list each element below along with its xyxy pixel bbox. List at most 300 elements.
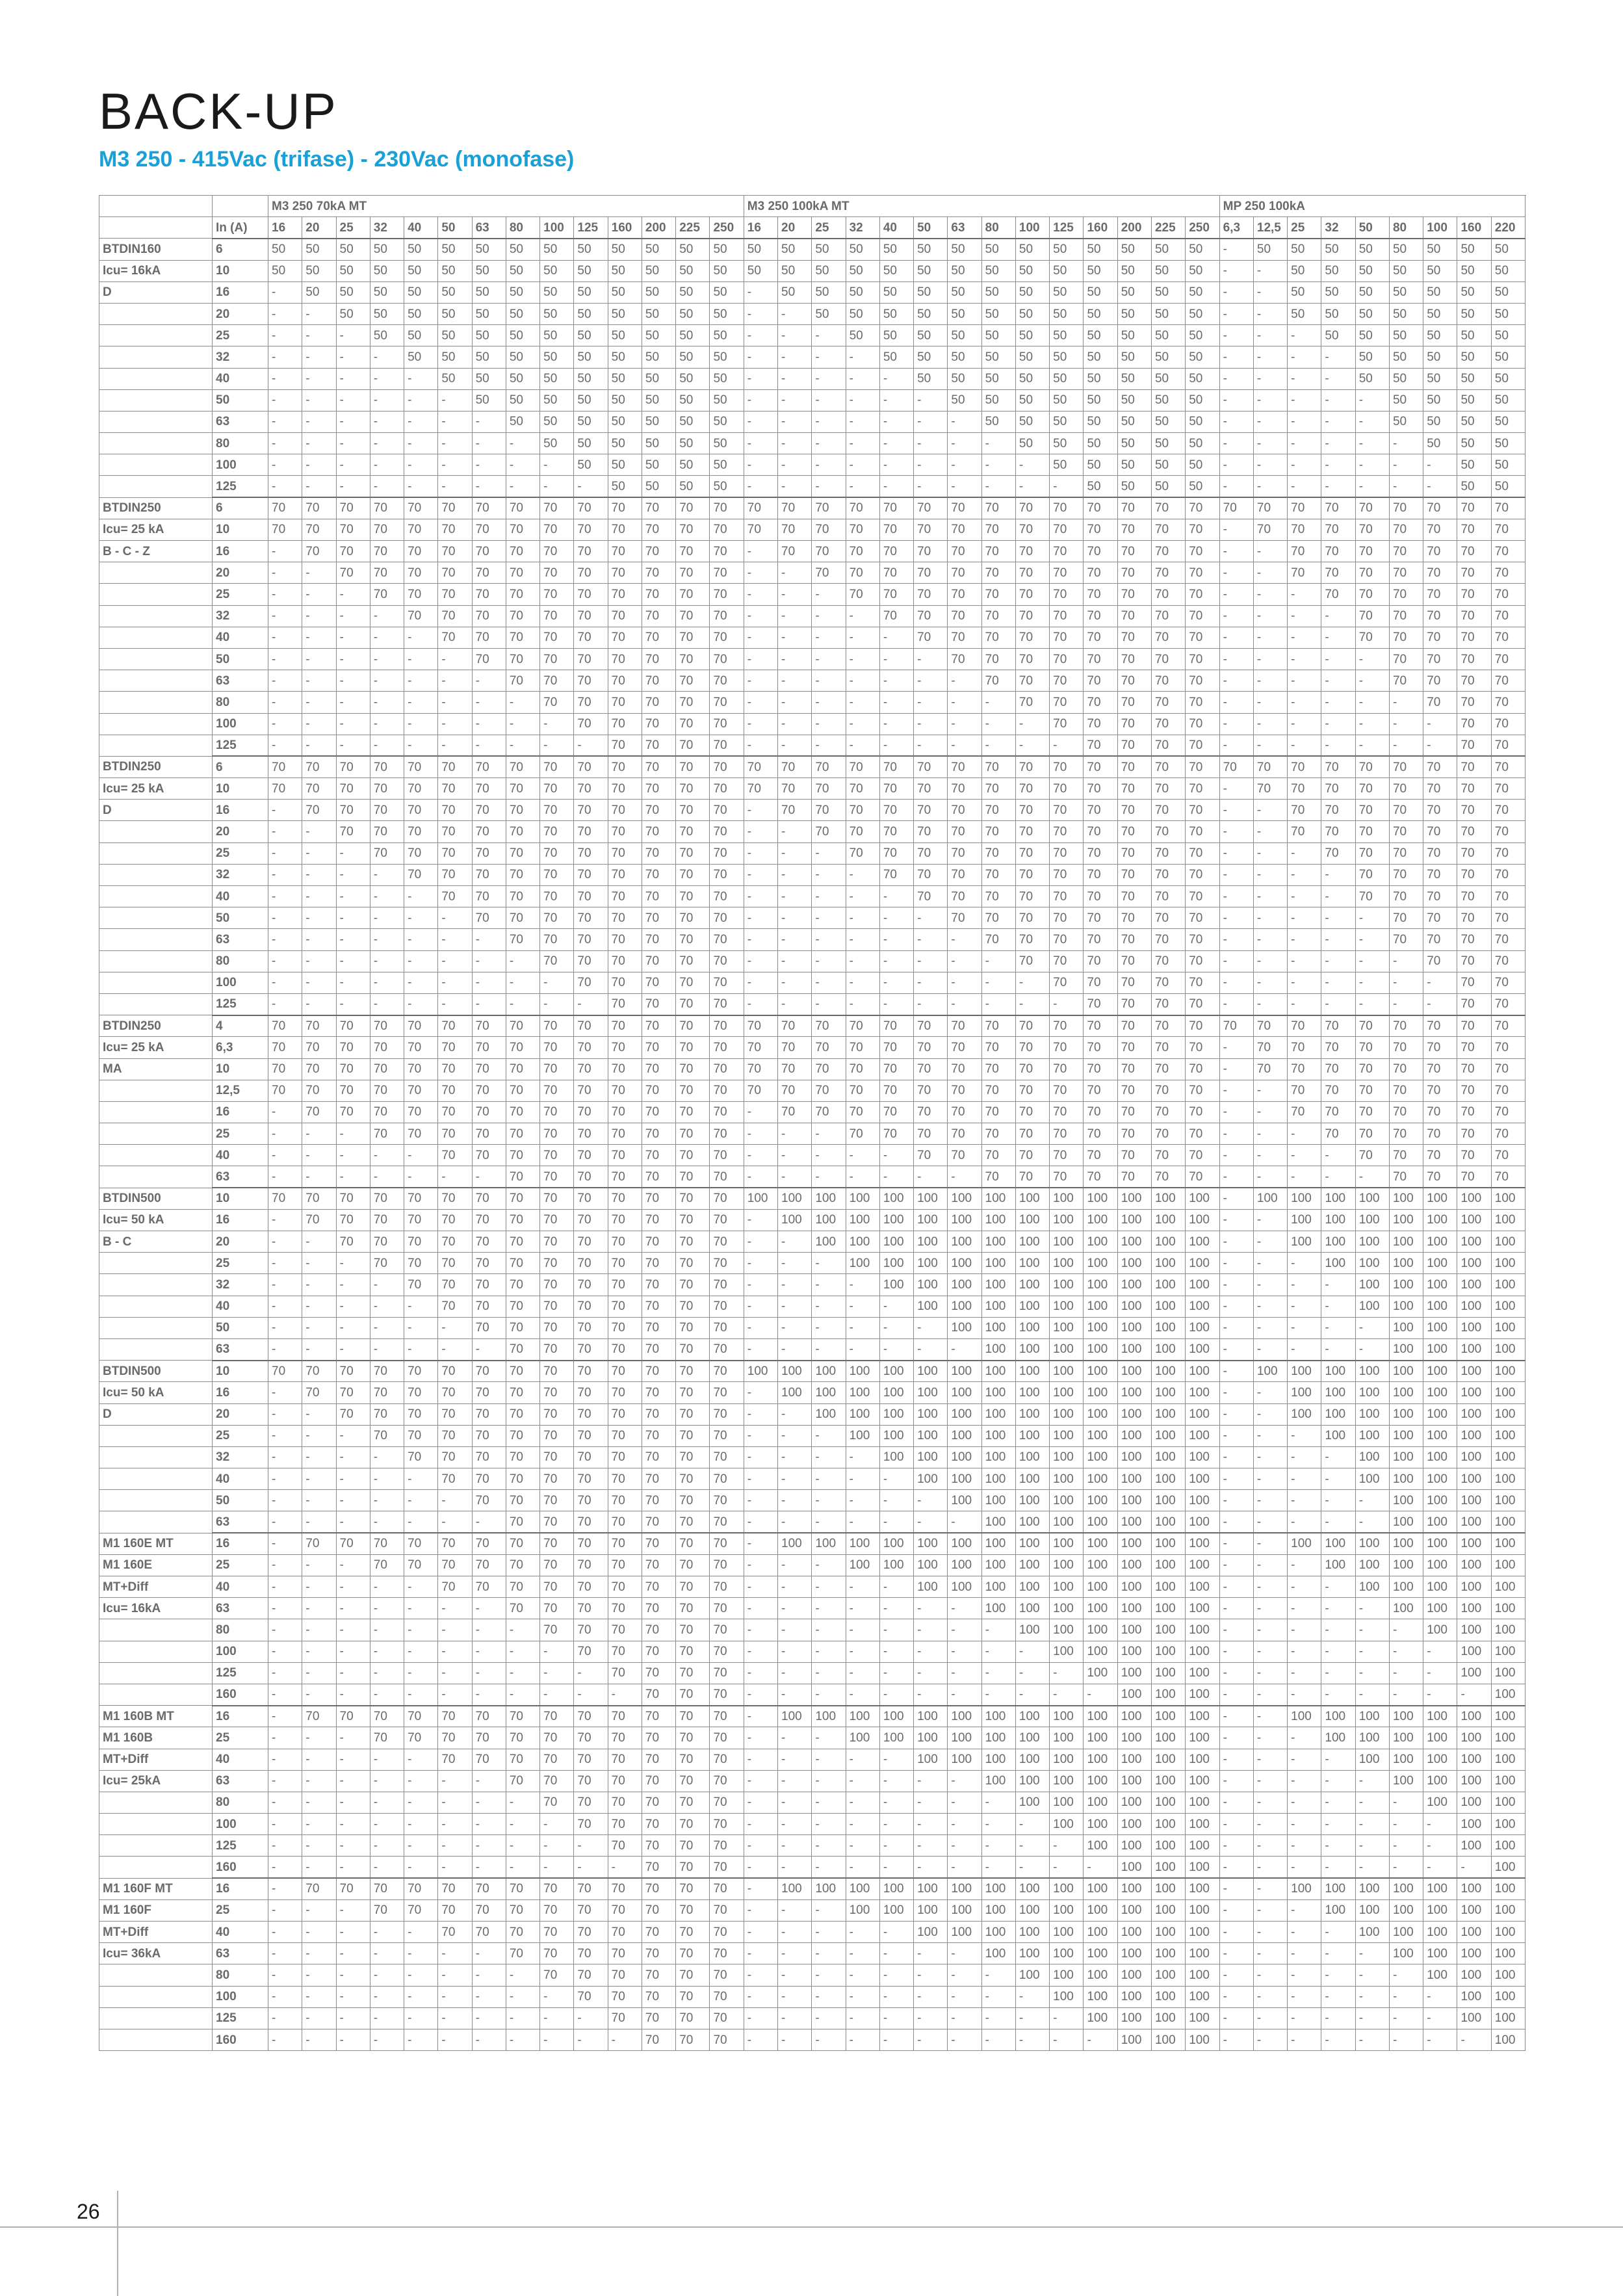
- value-cell: 50: [642, 303, 675, 324]
- value-cell: 70: [1050, 821, 1084, 842]
- value-cell: 70: [574, 1080, 608, 1101]
- value-cell: 50: [676, 239, 710, 260]
- value-cell: 100: [1491, 1188, 1525, 1209]
- value-cell: 70: [472, 1101, 506, 1123]
- value-cell: 70: [981, 670, 1015, 692]
- table-row: [99, 239, 1526, 260]
- value-cell: -: [1321, 476, 1355, 497]
- value-cell: -: [1288, 1166, 1321, 1188]
- value-cell: -: [370, 605, 404, 627]
- value-cell: -: [1321, 1922, 1355, 1943]
- value-cell: -: [846, 627, 879, 648]
- value-cell: -: [404, 433, 438, 454]
- value-cell: 70: [1423, 886, 1457, 907]
- value-cell: 70: [1117, 692, 1151, 713]
- value-cell: 100: [1050, 1382, 1084, 1403]
- value-cell: 70: [472, 627, 506, 648]
- value-cell: -: [879, 2007, 913, 2029]
- value-cell: 70: [846, 519, 879, 540]
- value-cell: 70: [710, 1296, 744, 1317]
- value-cell: -: [302, 950, 336, 972]
- table-row: [99, 1274, 1526, 1296]
- value-cell: 100: [1050, 1727, 1084, 1749]
- value-cell: -: [948, 1835, 981, 1857]
- value-cell: 70: [1084, 584, 1117, 605]
- value-cell: -: [778, 929, 812, 950]
- value-cell: 70: [846, 584, 879, 605]
- value-cell: 50: [1084, 325, 1117, 346]
- value-cell: -: [540, 713, 574, 735]
- section-label: BTDIN250: [99, 756, 213, 777]
- value-cell: -: [370, 1749, 404, 1770]
- value-cell: 70: [506, 584, 539, 605]
- value-cell: 70: [404, 1361, 438, 1382]
- section-label: [99, 950, 213, 972]
- value-cell: -: [1288, 713, 1321, 735]
- rated-current-cell: 125: [213, 993, 268, 1015]
- value-cell: 70: [710, 1037, 744, 1058]
- value-cell: -: [879, 627, 913, 648]
- value-cell: -: [1253, 1123, 1287, 1145]
- value-cell: 50: [948, 368, 981, 389]
- value-cell: 50: [778, 239, 812, 260]
- value-cell: -: [812, 842, 846, 864]
- column-header: 80: [981, 217, 1015, 239]
- value-cell: 70: [574, 1101, 608, 1123]
- rated-current-cell: 63: [213, 411, 268, 432]
- value-cell: 70: [336, 821, 370, 842]
- value-cell: 100: [914, 1899, 948, 1921]
- value-cell: -: [1423, 2029, 1457, 2050]
- column-header: 32: [1321, 217, 1355, 239]
- value-cell: -: [268, 1619, 302, 1641]
- section-label: M1 160E MT: [99, 1533, 213, 1554]
- value-cell: -: [879, 368, 913, 389]
- value-cell: -: [812, 454, 846, 476]
- value-cell: -: [1219, 562, 1253, 584]
- value-cell: -: [336, 1684, 370, 1705]
- value-cell: 100: [1084, 1425, 1117, 1446]
- value-cell: 50: [676, 433, 710, 454]
- value-cell: 70: [336, 541, 370, 562]
- value-cell: 100: [1151, 1490, 1185, 1511]
- value-cell: -: [1355, 1619, 1389, 1641]
- value-cell: -: [370, 2007, 404, 2029]
- value-cell: -: [336, 713, 370, 735]
- value-cell: 50: [1186, 281, 1219, 303]
- value-cell: 70: [472, 1317, 506, 1338]
- value-cell: -: [336, 346, 370, 368]
- value-cell: 70: [914, 1080, 948, 1101]
- value-cell: -: [948, 2029, 981, 2050]
- value-cell: -: [1219, 1361, 1253, 1382]
- section-label: M1 160B: [99, 1727, 213, 1749]
- value-cell: 70: [1050, 497, 1084, 519]
- value-cell: 70: [608, 713, 642, 735]
- value-cell: -: [1288, 1511, 1321, 1533]
- value-cell: 100: [1186, 1641, 1219, 1662]
- value-cell: 70: [506, 1598, 539, 1619]
- value-cell: 70: [642, 1857, 675, 1878]
- value-cell: -: [1288, 1964, 1321, 1986]
- value-cell: 50: [1457, 303, 1491, 324]
- value-cell: -: [336, 389, 370, 411]
- value-cell: -: [1321, 929, 1355, 950]
- value-cell: 50: [404, 303, 438, 324]
- value-cell: -: [574, 2007, 608, 2029]
- value-cell: 50: [404, 281, 438, 303]
- value-cell: -: [846, 1145, 879, 1166]
- value-cell: 70: [1457, 670, 1491, 692]
- value-cell: 70: [879, 541, 913, 562]
- value-cell: 70: [608, 519, 642, 540]
- value-cell: 50: [1457, 389, 1491, 411]
- value-cell: -: [438, 670, 472, 692]
- value-cell: 50: [1355, 260, 1389, 281]
- value-cell: 100: [1389, 1296, 1423, 1317]
- value-cell: -: [1355, 1338, 1389, 1360]
- value-cell: 70: [1321, 541, 1355, 562]
- value-cell: -: [981, 993, 1015, 1015]
- value-cell: 100: [1015, 1943, 1049, 1964]
- value-cell: -: [879, 1317, 913, 1338]
- value-cell: -: [404, 1166, 438, 1188]
- value-cell: 70: [981, 821, 1015, 842]
- value-cell: 70: [472, 1706, 506, 1727]
- value-cell: 70: [1491, 929, 1525, 950]
- table-row: [99, 1425, 1526, 1446]
- value-cell: -: [336, 368, 370, 389]
- value-cell: 70: [370, 1080, 404, 1101]
- value-cell: -: [438, 1835, 472, 1857]
- value-cell: 100: [981, 1425, 1015, 1446]
- value-cell: -: [1253, 1878, 1287, 1899]
- value-cell: 70: [1050, 605, 1084, 627]
- value-cell: -: [268, 1598, 302, 1619]
- value-cell: 100: [1491, 1598, 1525, 1619]
- value-cell: 70: [506, 1058, 539, 1080]
- value-cell: 50: [438, 260, 472, 281]
- value-cell: -: [1253, 541, 1287, 562]
- value-cell: -: [778, 1166, 812, 1188]
- section-label: [99, 1662, 213, 1684]
- value-cell: 70: [710, 907, 744, 929]
- value-cell: 70: [1423, 864, 1457, 885]
- value-cell: -: [778, 1123, 812, 1145]
- value-cell: 100: [1117, 1598, 1151, 1619]
- value-cell: 50: [879, 281, 913, 303]
- value-cell: 70: [608, 1706, 642, 1727]
- value-cell: 70: [1423, 1145, 1457, 1166]
- page-subtitle: M3 250 - 415Vac (trifase) - 230Vac (monofase): [99, 147, 575, 172]
- value-cell: 70: [812, 800, 846, 821]
- value-cell: 70: [574, 778, 608, 800]
- value-cell: 50: [812, 303, 846, 324]
- value-cell: 70: [676, 605, 710, 627]
- value-cell: 70: [438, 1037, 472, 1058]
- value-cell: 100: [1151, 1986, 1185, 2007]
- value-cell: 50: [608, 239, 642, 260]
- section-label: BTDIN160: [99, 239, 213, 260]
- value-cell: -: [1219, 1274, 1253, 1296]
- value-cell: 70: [1423, 842, 1457, 864]
- value-cell: 70: [914, 800, 948, 821]
- value-cell: 70: [404, 1727, 438, 1749]
- value-cell: 70: [710, 1231, 744, 1253]
- value-cell: -: [438, 1166, 472, 1188]
- value-cell: -: [268, 368, 302, 389]
- value-cell: 70: [302, 541, 336, 562]
- value-cell: 70: [1389, 1037, 1423, 1058]
- value-cell: 70: [642, 2007, 675, 2029]
- rated-current-cell: 63: [213, 1598, 268, 1619]
- value-cell: -: [1219, 993, 1253, 1015]
- value-cell: 70: [914, 1101, 948, 1123]
- value-cell: 70: [608, 929, 642, 950]
- table-row: [99, 1662, 1526, 1684]
- value-cell: -: [1321, 713, 1355, 735]
- value-cell: 70: [506, 756, 539, 777]
- value-cell: -: [472, 2029, 506, 2050]
- value-cell: 70: [676, 2029, 710, 2050]
- value-cell: 70: [1117, 1037, 1151, 1058]
- value-cell: 100: [981, 1899, 1015, 1921]
- value-cell: -: [846, 1770, 879, 1792]
- value-cell: 100: [1355, 1727, 1389, 1749]
- value-cell: 70: [914, 756, 948, 777]
- value-cell: 70: [1151, 670, 1185, 692]
- value-cell: -: [472, 1662, 506, 1684]
- value-cell: -: [1288, 325, 1321, 346]
- value-cell: -: [948, 1964, 981, 1986]
- value-cell: -: [778, 433, 812, 454]
- value-cell: 100: [1491, 1361, 1525, 1382]
- value-cell: 100: [914, 1468, 948, 1490]
- value-cell: -: [506, 1964, 539, 1986]
- value-cell: -: [846, 1857, 879, 1878]
- value-cell: 100: [1151, 1641, 1185, 1662]
- value-cell: 70: [438, 541, 472, 562]
- value-cell: 70: [302, 1101, 336, 1123]
- value-cell: 70: [812, 821, 846, 842]
- value-cell: 50: [268, 260, 302, 281]
- value-cell: 70: [1288, 756, 1321, 777]
- value-cell: 70: [710, 1792, 744, 1813]
- value-cell: 70: [1491, 1080, 1525, 1101]
- value-cell: -: [370, 476, 404, 497]
- value-cell: -: [1288, 1317, 1321, 1338]
- value-cell: 100: [1186, 1770, 1219, 1792]
- value-cell: 70: [676, 1058, 710, 1080]
- value-cell: 70: [1423, 1015, 1457, 1037]
- value-cell: 50: [1389, 368, 1423, 389]
- value-cell: 50: [1015, 325, 1049, 346]
- value-cell: 100: [1151, 1835, 1185, 1857]
- value-cell: 70: [914, 562, 948, 584]
- value-cell: 70: [608, 1576, 642, 1598]
- value-cell: 70: [438, 1533, 472, 1554]
- value-cell: -: [336, 648, 370, 670]
- value-cell: 70: [981, 864, 1015, 885]
- value-cell: 70: [574, 1641, 608, 1662]
- value-cell: -: [1288, 1446, 1321, 1468]
- value-cell: 100: [1084, 1490, 1117, 1511]
- value-cell: 70: [1491, 497, 1525, 519]
- value-cell: -: [1288, 1662, 1321, 1684]
- value-cell: 100: [1117, 1188, 1151, 1209]
- value-cell: 100: [1457, 1792, 1491, 1813]
- value-cell: -: [1219, 1576, 1253, 1598]
- value-cell: -: [812, 325, 846, 346]
- value-cell: -: [812, 346, 846, 368]
- value-cell: 50: [1050, 411, 1084, 432]
- value-cell: 70: [1015, 692, 1049, 713]
- value-cell: 100: [1151, 1922, 1185, 1943]
- value-cell: 100: [1491, 1231, 1525, 1253]
- value-cell: 70: [1186, 1166, 1219, 1188]
- value-cell: 100: [1457, 1490, 1491, 1511]
- value-cell: 70: [540, 907, 574, 929]
- value-cell: -: [879, 1641, 913, 1662]
- value-cell: 70: [1117, 1015, 1151, 1037]
- value-cell: 70: [676, 1274, 710, 1296]
- value-cell: 70: [540, 1533, 574, 1554]
- value-cell: -: [778, 1598, 812, 1619]
- value-cell: 50: [642, 260, 675, 281]
- value-cell: 70: [948, 1101, 981, 1123]
- value-cell: 70: [608, 1533, 642, 1554]
- value-cell: 70: [1186, 692, 1219, 713]
- value-cell: 50: [1186, 454, 1219, 476]
- value-cell: 70: [404, 1446, 438, 1468]
- value-cell: 100: [1186, 1403, 1219, 1425]
- value-cell: -: [336, 1253, 370, 1274]
- value-cell: 100: [1491, 1554, 1525, 1576]
- value-cell: -: [846, 368, 879, 389]
- value-cell: -: [268, 433, 302, 454]
- value-cell: -: [302, 1468, 336, 1490]
- value-cell: 70: [1117, 541, 1151, 562]
- value-cell: -: [1253, 1490, 1287, 1511]
- value-cell: 70: [302, 1188, 336, 1209]
- value-cell: 70: [981, 778, 1015, 800]
- value-cell: 70: [1389, 864, 1423, 885]
- value-cell: 50: [1423, 281, 1457, 303]
- value-cell: -: [744, 389, 777, 411]
- section-label: [99, 1468, 213, 1490]
- table-row: [99, 1188, 1526, 1209]
- value-cell: 70: [302, 497, 336, 519]
- rated-current-cell: 63: [213, 929, 268, 950]
- value-cell: -: [1219, 1511, 1253, 1533]
- value-cell: 70: [574, 497, 608, 519]
- value-cell: 70: [948, 627, 981, 648]
- value-cell: -: [1321, 1598, 1355, 1619]
- value-cell: 70: [1015, 1080, 1049, 1101]
- value-cell: -: [744, 325, 777, 346]
- table-row: [99, 411, 1526, 432]
- value-cell: 70: [1389, 562, 1423, 584]
- value-cell: 100: [1151, 1943, 1185, 1964]
- value-cell: -: [1253, 303, 1287, 324]
- value-cell: -: [1321, 735, 1355, 756]
- value-cell: 70: [642, 1468, 675, 1490]
- rated-current-cell: 32: [213, 864, 268, 885]
- value-cell: 100: [1015, 1382, 1049, 1403]
- group-header: M3 250 100kA MT: [744, 196, 1219, 217]
- rated-current-cell: 25: [213, 1554, 268, 1576]
- value-cell: 100: [914, 1274, 948, 1296]
- value-cell: -: [370, 1576, 404, 1598]
- value-cell: 50: [1423, 433, 1457, 454]
- value-cell: -: [472, 735, 506, 756]
- value-cell: -: [812, 1770, 846, 1792]
- footer-vertical-divider: [117, 2191, 118, 2296]
- value-cell: -: [812, 1338, 846, 1360]
- value-cell: -: [744, 1598, 777, 1619]
- value-cell: 70: [642, 1425, 675, 1446]
- value-cell: -: [1321, 433, 1355, 454]
- value-cell: 100: [914, 1296, 948, 1317]
- section-label: [99, 972, 213, 993]
- value-cell: -: [1389, 972, 1423, 993]
- value-cell: -: [268, 1403, 302, 1425]
- value-cell: -: [438, 1662, 472, 1684]
- value-cell: -: [1253, 1749, 1287, 1770]
- value-cell: 100: [1084, 1382, 1117, 1403]
- table-row: [99, 1814, 1526, 1835]
- value-cell: 100: [981, 1209, 1015, 1231]
- value-cell: 70: [574, 1964, 608, 1986]
- value-cell: -: [812, 1922, 846, 1943]
- value-cell: 70: [1050, 972, 1084, 993]
- value-cell: 70: [676, 1209, 710, 1231]
- value-cell: 70: [1321, 778, 1355, 800]
- value-cell: -: [438, 1814, 472, 1835]
- value-cell: 100: [1423, 1878, 1457, 1899]
- value-cell: -: [1457, 1684, 1491, 1705]
- value-cell: 70: [302, 1533, 336, 1554]
- value-cell: -: [914, 929, 948, 950]
- column-header: 100: [1015, 217, 1049, 239]
- value-cell: -: [744, 1706, 777, 1727]
- value-cell: -: [1321, 1641, 1355, 1662]
- value-cell: 50: [914, 346, 948, 368]
- table-row: [99, 1878, 1526, 1899]
- value-cell: -: [812, 2029, 846, 2050]
- value-cell: 70: [404, 1425, 438, 1446]
- value-cell: 70: [1321, 497, 1355, 519]
- value-cell: 100: [1355, 1209, 1389, 1231]
- value-cell: 50: [1015, 368, 1049, 389]
- value-cell: -: [506, 735, 539, 756]
- value-cell: -: [1457, 1857, 1491, 1878]
- rated-current-cell: 80: [213, 950, 268, 972]
- value-cell: -: [744, 562, 777, 584]
- value-cell: -: [268, 1749, 302, 1770]
- value-cell: 70: [948, 605, 981, 627]
- value-cell: 70: [642, 1641, 675, 1662]
- value-cell: 70: [1050, 1166, 1084, 1188]
- value-cell: 70: [914, 821, 948, 842]
- value-cell: 70: [608, 1727, 642, 1749]
- table-row: [99, 713, 1526, 735]
- value-cell: 70: [1186, 756, 1219, 777]
- value-cell: -: [914, 1662, 948, 1684]
- value-cell: 70: [370, 497, 404, 519]
- value-cell: 100: [1491, 1382, 1525, 1403]
- value-cell: 70: [642, 1792, 675, 1813]
